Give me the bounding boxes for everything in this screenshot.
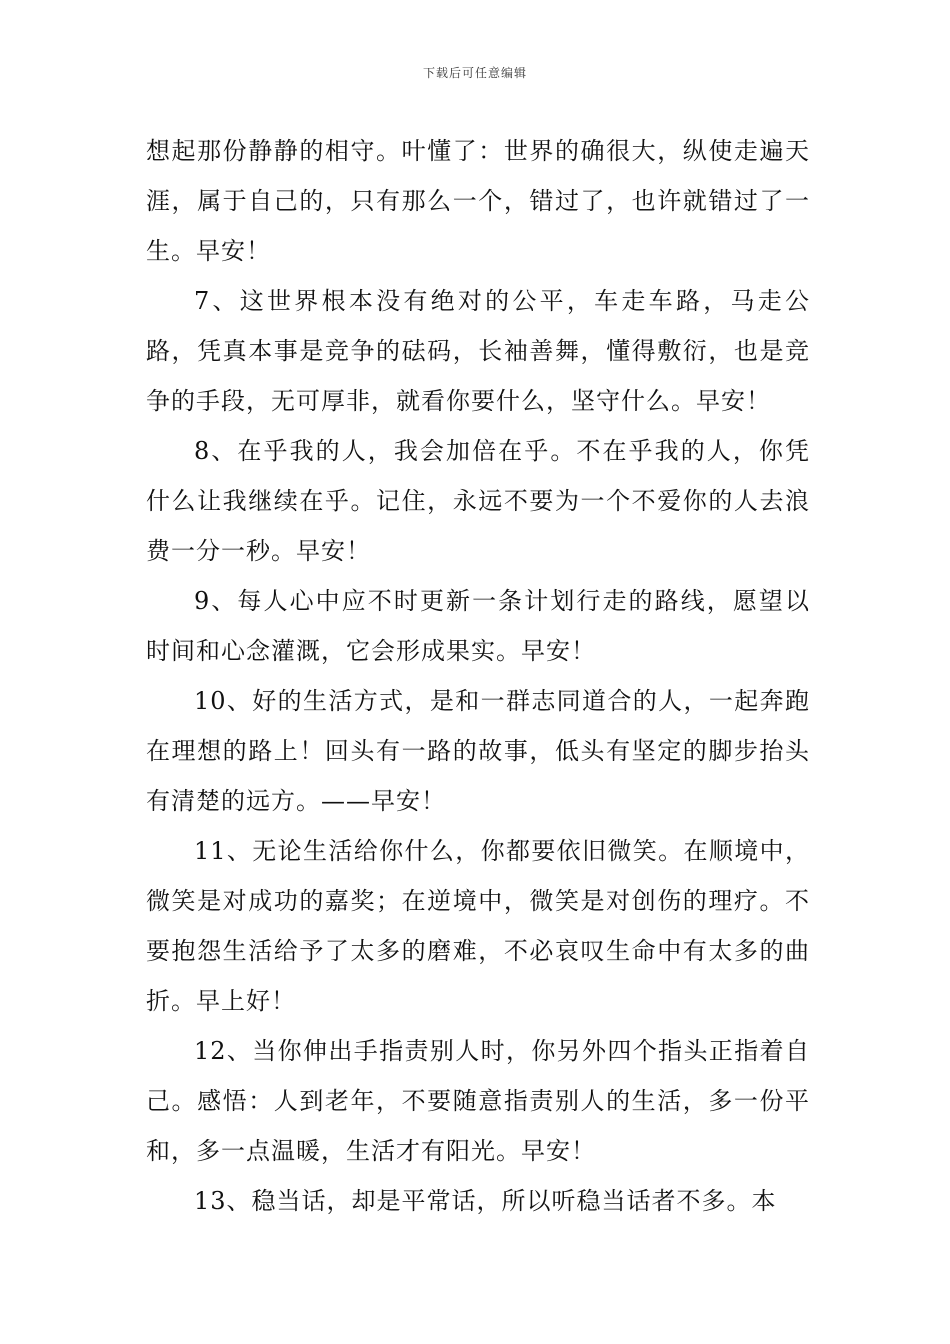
paragraph: 7、这世界根本没有绝对的公平，车走车路，马走公路，凭真本事是竞争的砝码，长袖善舞，懂得敷衍，也是竞争的手段，无可厚非，就看你要什么，坚守什么。早安！ xyxy=(146,287,810,415)
paragraph: 13、稳当话，却是平常话，所以听稳当话者不多。本 xyxy=(194,1187,777,1215)
paragraph: 8、在乎我的人，我会加倍在乎。不在乎我的人，你凭什么让我继续在乎。记住，永远不要为一个不爱你的人去浪费一分一秒。早安！ xyxy=(146,437,810,565)
document-body xyxy=(146,126,810,1226)
paragraph: 11、无论生活给你什么，你都要依旧微笑。在顺境中，微笑是对成功的嘉奖；在逆境中，微笑是对创伤的理疗。不要抱怨生活给予了太多的磨难，不必哀叹生命中有太多的曲折。早上好！ xyxy=(146,837,810,1015)
paragraph: 想起那份静静的相守。叶懂了：世界的确很大，纵使走遍天涯，属于自己的，只有那么一个，错过了，也许就错过了一生。早安！ xyxy=(146,137,810,265)
paragraph: 12、当你伸出手指责别人时，你另外四个指头正指着自己。感悟：人到老年，不要随意指责别人的生活，多一份平和，多一点温暖，生活才有阳光。早安！ xyxy=(146,1037,810,1165)
paragraph: 10、好的生活方式，是和一群志同道合的人，一起奔跑在理想的路上！回头有一路的故事，低头有坚定的脚步抬头有清楚的远方。——早安！ xyxy=(146,687,810,815)
page-header: 下载后可任意编辑 xyxy=(422,66,527,80)
paragraph: 9、每人心中应不时更新一条计划行走的路线，愿望以时间和心念灌溉，它会形成果实。早安！ xyxy=(146,587,810,665)
